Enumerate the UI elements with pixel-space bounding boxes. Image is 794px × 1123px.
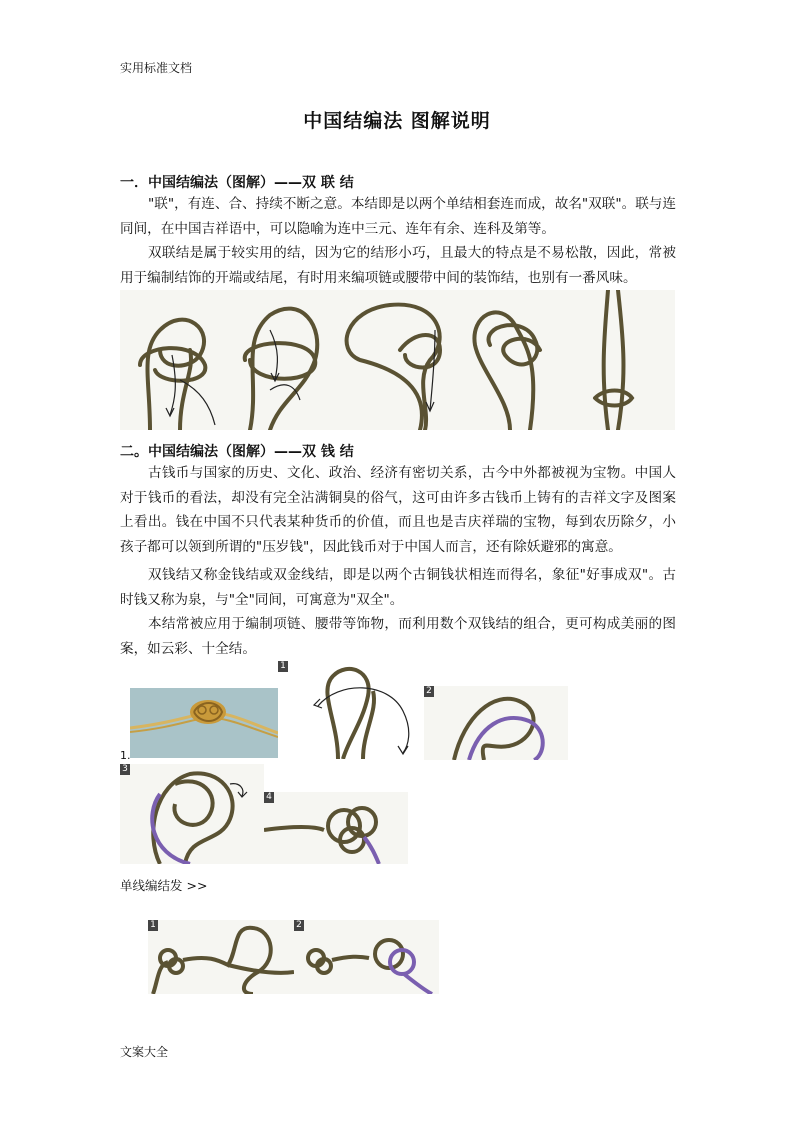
section-2-paragraph-3: 本结常被应用于编制项链、腰带等饰物，而利用数个双钱结的组合，更可构成美丽的图案，如云彩、十全结。 bbox=[120, 616, 676, 657]
page-footer: 文案大全 bbox=[120, 1045, 169, 1059]
bottom-step-2-label: 2 bbox=[294, 920, 304, 931]
section-2-paragraph-2: 双钱结又称金钱结或双金线结，即是以两个古铜钱状相连而得名，象征"好事成双"。古时钱又称为泉，与"全"同间，可寓意为"双全"。 bbox=[120, 567, 676, 608]
section-1-paragraph-1: "联"，有连、合、持续不断之意。本结即是以两个单结相套连而成，故名"双联"。联与连同间，在中国吉祥语中，可以隐喻为连中三元、连年有余、连科及第等。 bbox=[120, 196, 676, 237]
step-1-label: 1 bbox=[278, 661, 288, 672]
single-line-step-1-image bbox=[148, 920, 294, 994]
page-header: 实用标准文档 bbox=[120, 61, 193, 75]
step-2-label: 2 bbox=[424, 686, 434, 697]
section-2-paragraph-1: 古钱币与国家的历史、文化、政治、经济有密切关系，古今中外都被视为宝物。中国人对于钱币的看法，却没有完全沾满铜臭的俗气，这可由许多古钱币上铸有的吉祥文字及图案上看出。钱在中国不只代表某种货币的价值，而且也是吉庆祥瑞的宝物，每到农历除夕，小孩子都可以领到所谓的"压岁钱"，因此钱币对于中国人而言，还有除妖避邪的寓意。 bbox=[120, 465, 676, 555]
stray-list-number: 1. bbox=[120, 749, 131, 762]
section-1-heading: 一．中国结编法（图解）——双 联 结 bbox=[120, 175, 354, 191]
bottom-step-1-label: 1 bbox=[148, 920, 158, 931]
section-2-heading: 二。中国结编法（图解）——双 钱 结 bbox=[120, 444, 354, 460]
single-line-knot-link[interactable]: 单线编结发 >> bbox=[120, 878, 208, 893]
double-coin-step-4-image bbox=[264, 792, 408, 864]
double-coin-step-2-image bbox=[424, 686, 568, 760]
section-1-paragraph-2: 双联结是属于较实用的结，因为它的结形小巧，且最大的特点是不易松散，因此，常被用于编制结饰的开端或结尾，有时用来编项链或腰带中间的装饰结，也别有一番风味。 bbox=[120, 245, 676, 286]
step-3-label: 3 bbox=[120, 764, 130, 775]
double-coin-step-1-image bbox=[278, 661, 422, 759]
finished-double-coin-knot-image bbox=[130, 688, 278, 758]
double-coin-step-3-image bbox=[120, 764, 264, 864]
double-connection-knot-steps-image bbox=[120, 290, 675, 430]
step-4-label: 4 bbox=[264, 792, 274, 803]
page-title: 中国结编法 图解说明 bbox=[303, 110, 491, 132]
single-line-step-2-image bbox=[294, 920, 439, 994]
